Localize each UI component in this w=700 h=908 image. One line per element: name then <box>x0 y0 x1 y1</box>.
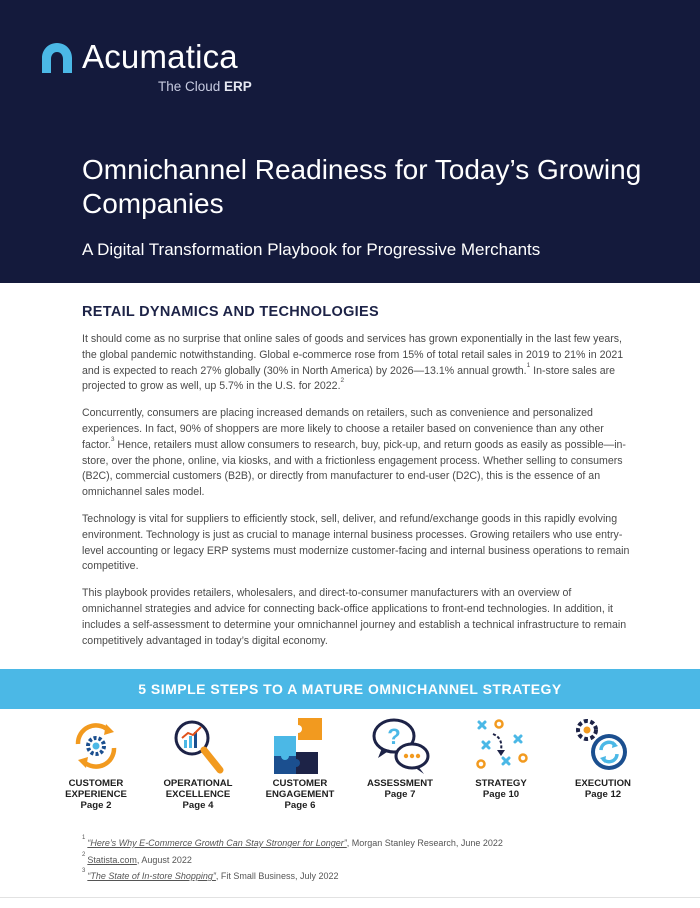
step-customer-engagement[interactable] <box>245 714 355 811</box>
paragraph: Technology is vital for suppliers to efficiently stock, sell, deliver, and refund/exchange goods in this rapidly evolving environment. Technology is just as crucial to manage internal business processes. Growing retailers who use entry-level accounting or legacy ERP systems must modernize customer-facing and internal business operations to remain competitive. <box>82 512 630 573</box>
footnote-link[interactable]: Statista.com <box>87 854 137 865</box>
strategy-play-icon <box>469 714 533 778</box>
step-page: Page 7 <box>384 789 416 800</box>
footnotes <box>82 834 642 884</box>
paragraph: It should come as no surprise that online sales of goods and services has grown exponentially in the last few years, the global pandemic notwithstanding. Global e-commerce rose from 15% of total retail sales in 2019 to 21% in 2021 and is expected to reach 27% globally (30% in North America) by 2026—13.1% annual growth.$^1$ In-store sales are projected to grow as well, up 5.7% in the U.S. for 2022.$^2$ <box>82 333 624 393</box>
puzzle-icon <box>268 714 332 778</box>
step-label: STRATEGY <box>475 778 527 789</box>
step-page: Page 4 <box>182 800 214 811</box>
magnifier-chart-icon <box>166 714 230 778</box>
brand-tagline: The Cloud ERP <box>158 79 252 94</box>
step-page: Page 10 <box>482 789 520 800</box>
footnote-item: $^2$ Statista.com, August 2022 <box>82 851 192 865</box>
step-page: Page 2 <box>80 800 112 811</box>
brand-name: Acumatica <box>82 38 238 75</box>
gears-refresh-icon <box>571 714 635 778</box>
footnote-ref[interactable]: 3 <box>110 435 115 443</box>
step-page: Page 6 <box>284 800 316 811</box>
step-label: ASSESSMENT <box>366 778 434 789</box>
step-page: Page 12 <box>584 789 622 800</box>
steps-title: 5 SIMPLE STEPS TO A MATURE OMNICHANNEL STRATEGY <box>138 681 562 697</box>
step-label: EXECUTION <box>575 778 631 789</box>
gear-cycle-icon <box>64 714 128 778</box>
step-label: CUSTOMER ENGAGEMENT <box>265 778 335 800</box>
acumatica-logo-icon <box>40 41 74 75</box>
page-title: Omnichannel Readiness for Today’s Growing Companies <box>82 154 642 219</box>
step-label: CUSTOMER EXPERIENCE <box>65 778 127 800</box>
header-banner <box>0 0 700 283</box>
step-operational-excellence[interactable] <box>143 714 253 811</box>
chat-bubbles-icon <box>368 714 432 778</box>
paragraph: Concurrently, consumers are placing increased demands on retailers, such as convenience and personalized experiences. In fact, 90% of shoppers are more likely to choose a retailer based on convenience than any other factor.$^3$ Hence, retailers must allow consumers to research, buy, pick-up, and return goods as easily as possible—in-store, over the phone, online, via kiosks, and with a frictionless engagement process. Whether selling to consumers (B2C), commercial customers (B2B), or directly from manufacturer to end-user (D2C), this is the essence of an omnichannel sales model. <box>82 407 626 499</box>
footnote-item: $^1$ “Here’s Why E-Commerce Growth Can Stay Stronger for Longer”, Morgan Stanley Research, June 2022 <box>82 835 503 848</box>
step-customer-experience[interactable] <box>41 714 151 811</box>
section-heading: RETAIL DYNAMICS AND TECHNOLOGIES <box>82 304 379 320</box>
steps-banner <box>0 669 700 709</box>
page-bottom-divider <box>0 897 700 908</box>
step-label: OPERATIONAL EXCELLENCE <box>163 778 233 800</box>
footnote-ref[interactable]: 2 <box>340 377 345 385</box>
step-execution[interactable] <box>548 714 658 800</box>
footnote-link[interactable]: “Here’s Why E-Commerce Growth Can Stay Stronger for Longer” <box>87 838 347 848</box>
step-strategy[interactable] <box>446 714 556 800</box>
footnote-item: $^3$ “The State of In-store Shopping”, Fit Small Business, July 2022 <box>82 868 339 881</box>
footnote-link[interactable]: “The State of In-store Shopping” <box>87 871 216 881</box>
page-subtitle: A Digital Transformation Playbook for Progressive Merchants <box>82 240 541 259</box>
footnote-ref[interactable]: 1 <box>526 361 531 369</box>
section-body <box>82 332 634 660</box>
svg-text:?: ? <box>387 724 401 749</box>
paragraph: This playbook provides retailers, wholesalers, and direct-to-consumer manufacturers with an overview of omnichannel strategies and advice for connecting back-office applications to front-end technologies. In addition, it includes a self-assessment to determine your omnichannel journey and establish a technical infrastructure to remain competitively advantaged in today’s digital economy. <box>82 587 627 647</box>
step-assessment[interactable] <box>345 714 455 800</box>
